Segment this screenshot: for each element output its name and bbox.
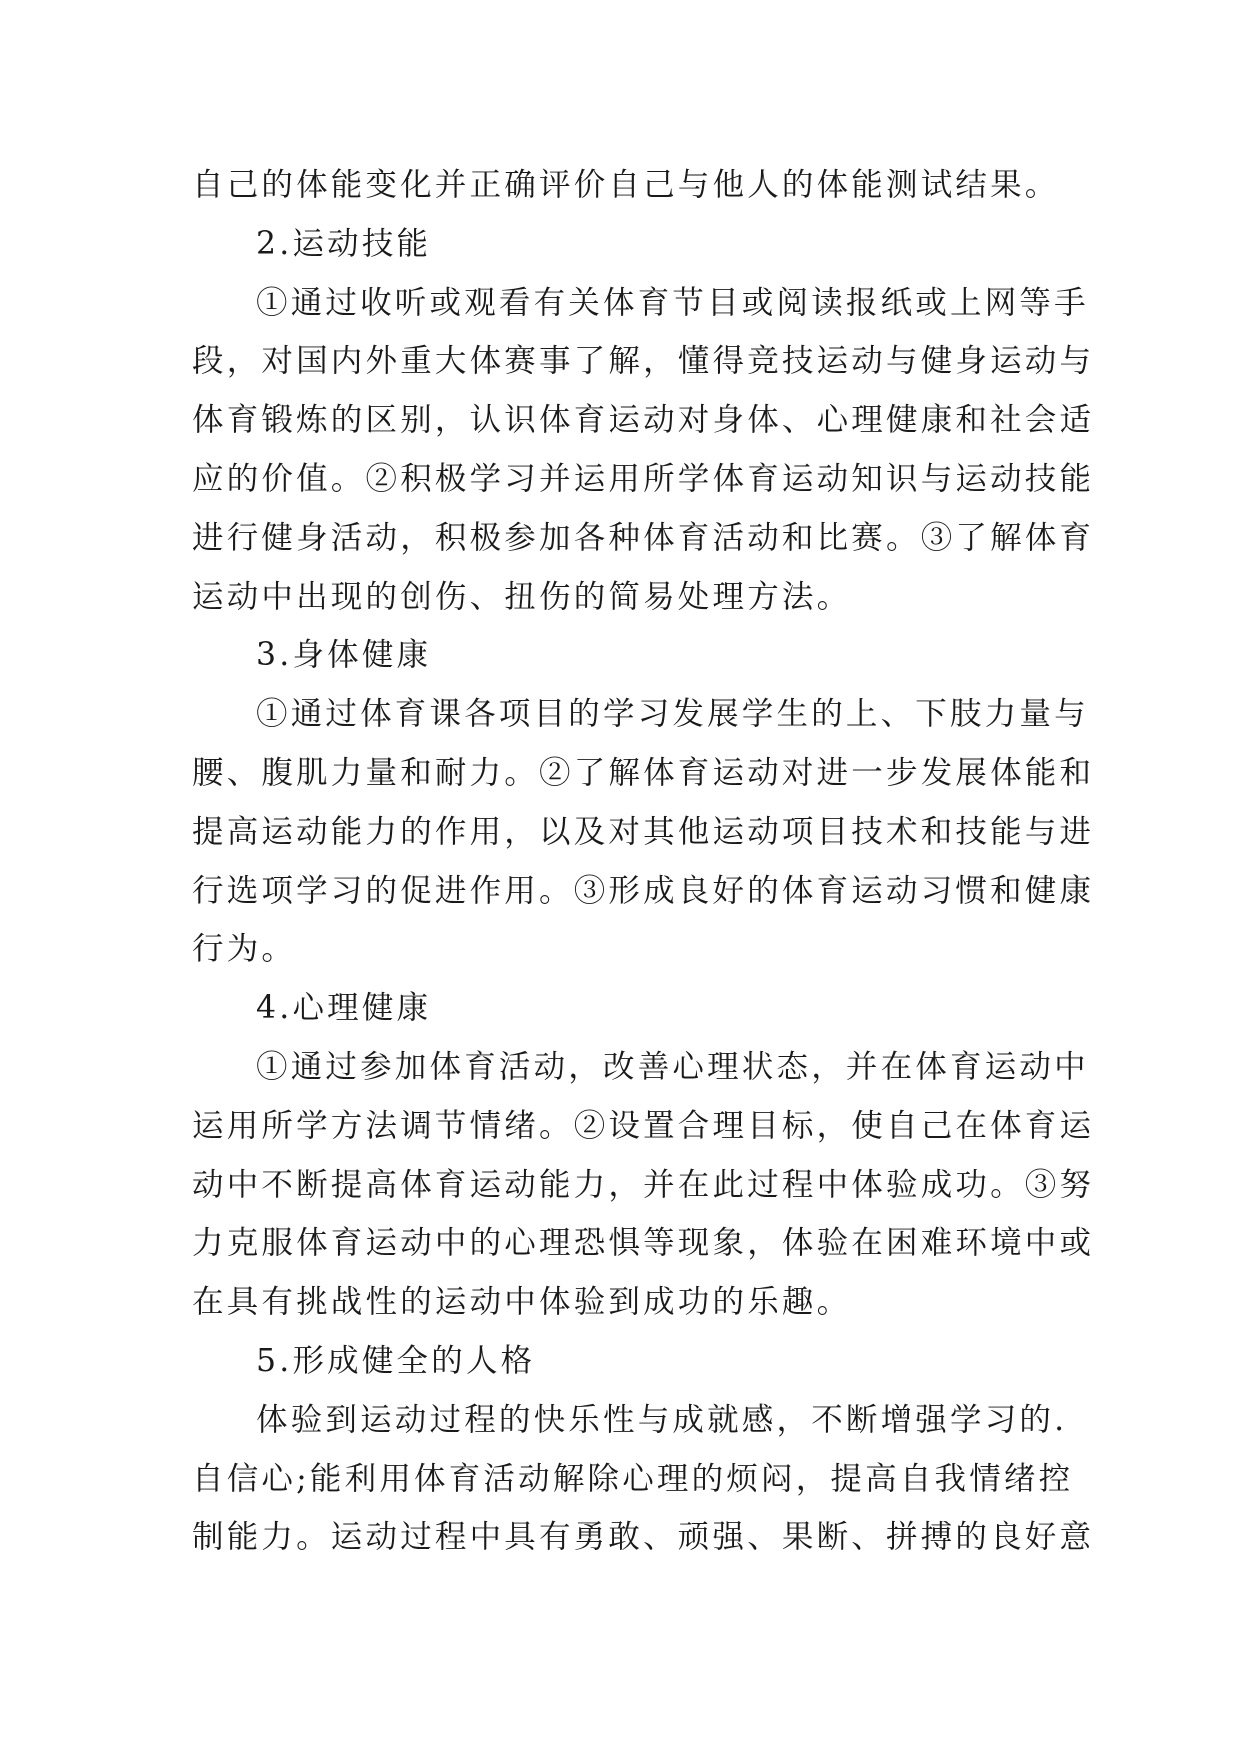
section-heading-mental-health: 4.心理健康 (256, 990, 432, 1027)
body-line: 力克服体育运动中的心理恐惧等现象，体验在困难环境中或 (192, 1225, 1095, 1262)
body-line: 运动中出现的创伤、扭伤的简易处理方法。 (192, 578, 852, 615)
body-line: 体育锻炼的区别，认识体育运动对身体、心理健康和社会适 (192, 402, 1095, 439)
section-heading-personality: 5.形成健全的人格 (256, 1342, 536, 1379)
body-line: 体验到运动过程的快乐性与成就感，不断增强学习的. (256, 1401, 1068, 1438)
body-line: ①通过收听或观看有关体育节目或阅读报纸或上网等手 (256, 284, 1089, 321)
body-line: 制能力。运动过程中具有勇敢、顽强、果断、拼搏的良好意 (192, 1519, 1095, 1556)
body-line: 段，对国内外重大体赛事了解，懂得竞技运动与健身运动与 (192, 343, 1095, 380)
body-line: ①通过参加体育活动，改善心理状态，并在体育运动中 (256, 1048, 1089, 1085)
section-heading-sport-skills: 2.运动技能 (256, 225, 432, 262)
body-line: 行选项学习的促进作用。③形成良好的体育运动习惯和健康 (192, 872, 1095, 909)
document-body (192, 156, 1095, 1567)
body-line: 动中不断提高体育运动能力，并在此过程中体验成功。③努 (192, 1166, 1095, 1203)
body-line: 自己的体能变化并正确评价自己与他人的体能测试结果。 (192, 167, 1060, 203)
body-line: 提高运动能力的作用，以及对其他运动项目技术和技能与进 (192, 813, 1095, 850)
section-heading-physical-health: 3.身体健康 (256, 637, 432, 674)
body-line: 腰、腹肌力量和耐力。②了解体育运动对进一步发展体能和 (192, 754, 1095, 791)
body-line: 行为。 (192, 931, 297, 968)
body-line: 应的价值。②积极学习并运用所学体育运动知识与运动技能 (192, 460, 1095, 497)
body-line: 运用所学方法调节情绪。②设置合理目标，使自己在体育运 (192, 1107, 1095, 1144)
body-line: 自信心;能利用体育活动解除心理的烦闷，提高自我情绪控 (192, 1460, 1074, 1497)
body-line: 进行健身活动，积极参加各种体育活动和比赛。③了解体育 (192, 519, 1095, 556)
body-line: 在具有挑战性的运动中体验到成功的乐趣。 (192, 1284, 852, 1321)
body-line: ①通过体育课各项目的学习发展学生的上、下肢力量与 (256, 696, 1089, 733)
